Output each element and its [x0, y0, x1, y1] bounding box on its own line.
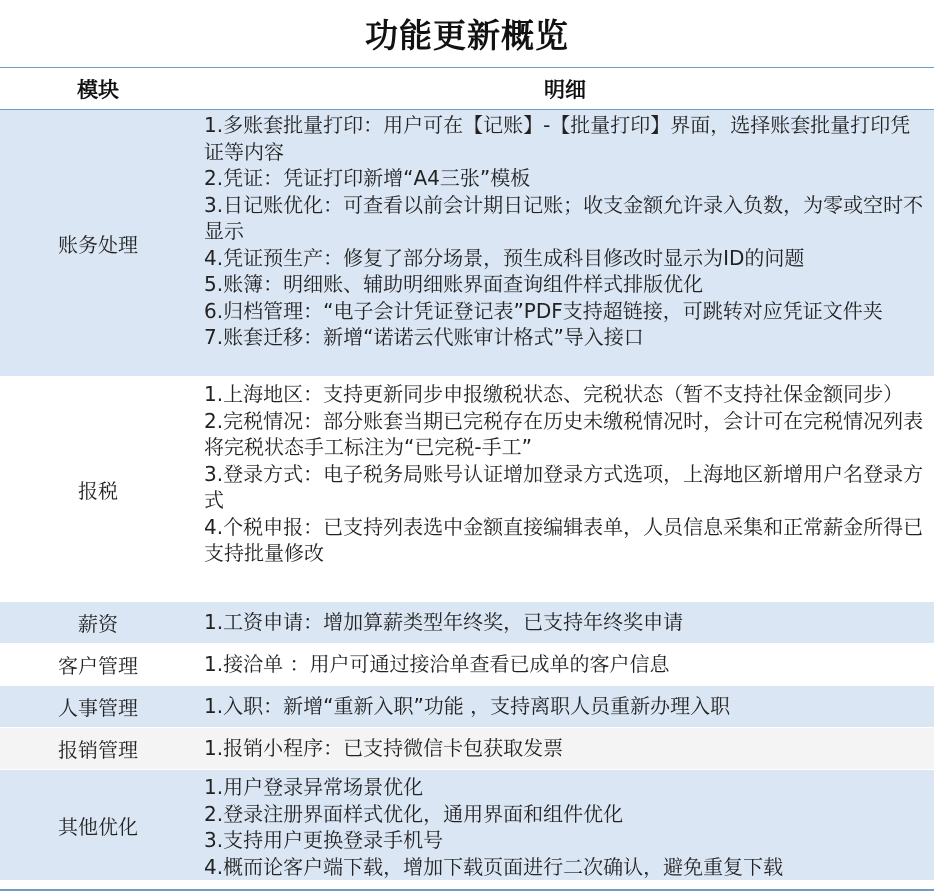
detail-line: 4.凭证预生产：修复了部分场景，预生成科目修改时显示为ID的问题 — [204, 245, 805, 270]
detail-line: 1.用户登录异常场景优化 — [204, 775, 424, 799]
module-name: 人事管理 — [58, 696, 138, 720]
module-name: 客户管理 — [58, 654, 138, 678]
page-title: 功能更新概览 — [365, 16, 569, 55]
column-header-detail: 明细 — [544, 77, 586, 102]
detail-line: 1.入职：新增“重新入职”功能 ，支持离职人员重新办理入职 — [204, 694, 731, 719]
table-row — [0, 644, 934, 686]
module-name: 报销管理 — [58, 738, 138, 762]
table-row — [0, 770, 934, 881]
table-bottom-border — [0, 889, 934, 891]
detail-line: 4.概而论客户端下载，增加下载页面进行二次确认，避免重复下载 — [204, 854, 784, 879]
detail-line: 1.上海地区：支持更新同步申报缴税状态、完税状态（暂不支持社保金额同步） — [204, 382, 904, 406]
column-header-module: 模块 — [77, 77, 119, 102]
table-header — [0, 68, 934, 110]
table-row — [0, 110, 934, 377]
detail-cell — [196, 602, 934, 643]
table-row — [0, 377, 934, 602]
module-name: 账务处理 — [58, 232, 138, 257]
module-name: 其他优化 — [58, 814, 138, 839]
detail-line: 2.凭证：凭证打印新增“A4三张”模板 — [204, 166, 531, 190]
detail-line: 1.报销小程序：已支持微信卡包获取发票 — [204, 736, 564, 761]
detail-line: 6.归档管理：“电子会计凭证登记表”PDF支持超链接，可跳转对应凭证文件夹 — [204, 298, 883, 323]
detail-cell — [196, 686, 934, 727]
detail-cell — [196, 110, 934, 376]
detail-line: 3.日记账优化：可查看以前会计期日记账；收支金额允许录入负数，为零或空时不显示 — [204, 192, 924, 243]
detail-line: 4.个税申报：已支持列表选中金额直接编辑表单，人员信息采集和正常薪金所得已支持批量修改 — [204, 514, 924, 565]
table-row — [0, 686, 934, 728]
detail-line: 1.多账套批量打印：用户可在【记账】-【批量打印】界面，选择账套批量打印凭证等内容 — [204, 113, 911, 164]
table-row — [0, 602, 934, 644]
detail-line: 5.账簿：明细账、辅助明细账界面查询组件样式排版优化 — [204, 272, 704, 296]
detail-line: 1.工资申请：增加算薪类型年终奖，已支持年终奖申请 — [204, 610, 684, 635]
detail-line: 3.登录方式：电子税务局账号认证增加登录方式选项，上海地区新增用户名登录方式 — [204, 461, 924, 512]
detail-cell — [196, 644, 934, 685]
detail-line: 7.账套迁移：新增“诺诺云代账审计格式”导入接口 — [204, 325, 644, 349]
detail-cell — [196, 770, 934, 880]
detail-line: 2.完税情况：部分账套当期已完税存在历史未缴税情况时，会计可在完税情况列表将完税状态手工标注为“已完税-手工” — [204, 408, 924, 459]
detail-cell — [196, 377, 934, 601]
detail-line: 2.登录注册界面样式优化，通用界面和组件优化 — [204, 801, 624, 826]
module-name: 报税 — [78, 478, 118, 503]
detail-cell — [196, 728, 934, 769]
module-name: 薪资 — [78, 612, 118, 636]
detail-line: 3.支持用户更换登录手机号 — [204, 828, 444, 852]
table-row — [0, 728, 934, 770]
detail-line: 1.接洽单 ：用户可通过接洽单查看已成单的客户信息 — [204, 652, 670, 677]
feature-table — [0, 67, 934, 881]
